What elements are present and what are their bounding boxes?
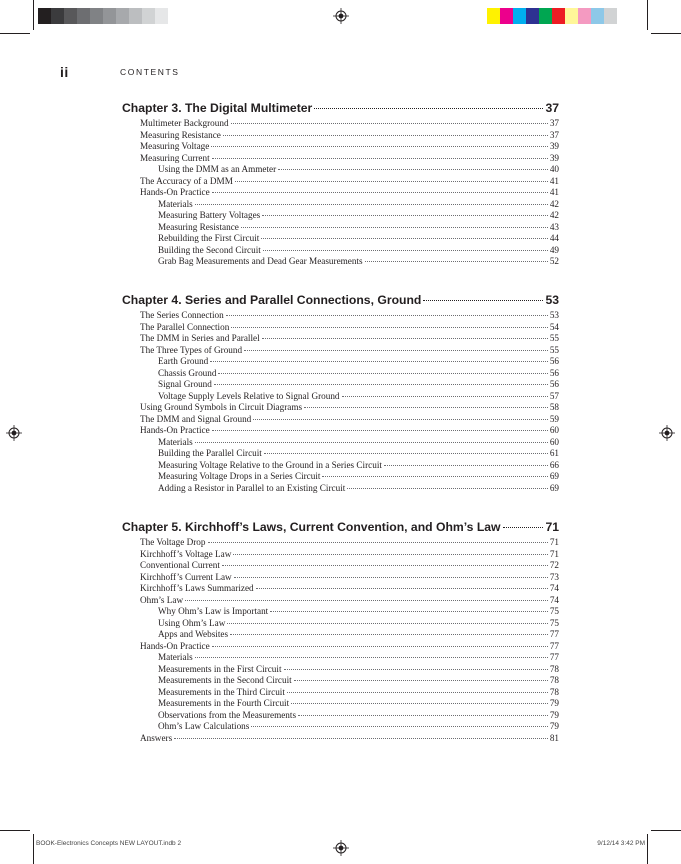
- slug-timestamp: 9/12/14 3:42 PM: [597, 840, 645, 847]
- toc-entry-title: Materials: [158, 652, 193, 662]
- toc-page-number: 71: [545, 520, 559, 534]
- toc-page-number: 43: [549, 221, 559, 232]
- toc-entry-title: Why Ohm’s Law is Important: [158, 606, 269, 616]
- toc-entry-title: Adding a Resistor in Parallel to an Existing Circuit: [158, 482, 346, 493]
- toc-entry: [122, 652, 559, 664]
- grayscale-color-bar: [38, 8, 168, 24]
- toc-entry: [122, 199, 559, 211]
- toc-page-number: 75: [549, 617, 559, 628]
- dot-leader: [342, 396, 548, 397]
- toc-page-number: 59: [549, 413, 559, 424]
- toc-entry: [122, 322, 559, 334]
- toc-entry: [122, 606, 559, 618]
- toc-page-number: 78: [549, 675, 559, 685]
- toc-entry-title: Chapter 3. The Digital Multimeter: [122, 101, 313, 115]
- dot-leader: [278, 169, 548, 170]
- toc-page-number: 55: [549, 333, 559, 343]
- toc-entry: [122, 698, 559, 710]
- toc-page-number: 53: [545, 293, 559, 307]
- registration-mark-icon: [333, 8, 349, 24]
- toc-entry-title: Measuring Voltage Relative to the Ground in a Series Circuit: [158, 459, 382, 470]
- toc-entry-title: Observations from the Measurements: [158, 709, 297, 720]
- toc-entry: [122, 687, 559, 699]
- color-swatch: [64, 8, 77, 24]
- dot-leader: [291, 703, 548, 704]
- dot-leader: [365, 261, 548, 262]
- dot-leader: [314, 108, 543, 109]
- toc-entry: [122, 233, 559, 245]
- toc-entry-title: Measuring Resistance: [140, 129, 221, 140]
- toc-entry-title: Kirchhoff’s Current Law: [140, 571, 232, 582]
- toc-entry-title: The Accuracy of a DMM: [140, 175, 233, 186]
- dot-leader: [231, 123, 548, 124]
- toc-entry-title: Hands-On Practice: [140, 425, 210, 435]
- dot-leader: [304, 407, 548, 408]
- dot-leader: [231, 327, 548, 328]
- toc-page-number: 37: [549, 129, 559, 140]
- toc-page-number: 74: [549, 594, 559, 605]
- toc-entry: [122, 245, 559, 257]
- chapter-heading: [122, 101, 559, 116]
- toc-entry: [122, 572, 559, 584]
- toc-page-number: 71: [549, 548, 559, 559]
- toc-entry-title: Materials: [158, 198, 193, 209]
- toc-page-number: 61: [549, 448, 559, 458]
- dot-leader: [263, 250, 548, 251]
- toc-entry-title: The DMM in Series and Parallel: [140, 333, 260, 343]
- toc-page-number: 39: [549, 152, 559, 163]
- dot-leader: [294, 680, 548, 681]
- dot-leader: [347, 488, 548, 489]
- toc-entry: [122, 222, 559, 234]
- toc-entry-title: Hands-On Practice: [140, 640, 210, 651]
- toc-entry-title: Measurements in the First Circuit: [158, 663, 282, 674]
- dot-leader: [185, 600, 548, 601]
- toc-entry-title: The Voltage Drop: [140, 537, 206, 547]
- color-swatch: [591, 8, 604, 24]
- toc-section-chapter-5: [122, 520, 559, 744]
- toc-entry-title: Answers: [140, 732, 173, 743]
- toc-page-number: 56: [549, 379, 559, 389]
- slug-file-name: BOOK-Electronics Concepts NEW LAYOUT.indb 2: [36, 840, 182, 847]
- dot-leader: [233, 554, 547, 555]
- color-swatch: [513, 8, 526, 24]
- toc-entry-title: Chapter 5. Kirchhoff’s Laws, Current Convention, and Ohm’s Law: [122, 520, 501, 534]
- dot-leader: [253, 419, 548, 420]
- color-swatch: [90, 8, 103, 24]
- toc-entry: [122, 721, 559, 733]
- toc-section-chapter-4: [122, 293, 559, 494]
- toc-entry: [122, 549, 559, 561]
- toc-page-number: 81: [549, 732, 559, 743]
- toc-page-number: 57: [549, 390, 559, 401]
- toc-entry-title: Ohm’s Law: [140, 594, 184, 605]
- toc-entry-title: Measurements in the Second Circuit: [158, 675, 292, 685]
- toc-page-number: 69: [549, 482, 559, 493]
- registration-mark-icon: [333, 840, 349, 856]
- dot-leader: [212, 430, 548, 431]
- toc-entry: [122, 675, 559, 687]
- dot-leader: [218, 373, 547, 374]
- toc-entry-title: The Series Connection: [140, 310, 224, 320]
- dot-leader: [230, 634, 548, 635]
- toc-entry: [122, 153, 559, 165]
- toc-page-number: 77: [549, 652, 559, 662]
- toc-page-number: 77: [549, 629, 559, 639]
- dot-leader: [270, 611, 548, 612]
- dot-leader: [251, 726, 547, 727]
- color-swatch: [38, 8, 51, 24]
- toc-page-number: 42: [549, 210, 559, 220]
- toc-page-number: 58: [549, 402, 559, 412]
- page-number: ii: [60, 64, 69, 80]
- dot-leader: [212, 158, 548, 159]
- toc-entry-title: Kirchhoff’s Laws Summarized: [140, 583, 254, 593]
- dot-leader: [234, 577, 548, 578]
- registration-mark-icon: [6, 425, 22, 441]
- toc-entry-title: Hands-On Practice: [140, 187, 210, 197]
- toc-page-number: 41: [549, 175, 559, 186]
- toc-entry-title: Ohm’s Law Calculations: [158, 721, 250, 731]
- dot-leader: [212, 646, 548, 647]
- toc-entry: [122, 210, 559, 222]
- toc-entry: [122, 368, 559, 380]
- color-swatch: [129, 8, 142, 24]
- dot-leader: [287, 692, 548, 693]
- dot-leader: [208, 542, 548, 543]
- toc-entry: [122, 402, 559, 414]
- toc-entry: [122, 356, 559, 368]
- toc-page-number: 66: [549, 459, 559, 470]
- cmyk-color-bar: [487, 8, 617, 24]
- toc-entry-title: Chassis Ground: [158, 367, 217, 378]
- toc-page-number: 37: [549, 118, 559, 128]
- toc-section-chapter-3: [122, 101, 559, 268]
- toc-page-number: 53: [549, 310, 559, 320]
- color-swatch: [103, 8, 116, 24]
- toc-entry-title: Using Ground Symbols in Circuit Diagrams: [140, 402, 303, 412]
- dot-leader: [222, 565, 548, 566]
- toc-entry-title: Signal Ground: [158, 379, 212, 389]
- dot-leader: [235, 181, 548, 182]
- toc-entry-title: The Three Types of Ground: [140, 344, 243, 355]
- dot-leader: [174, 738, 548, 739]
- toc-entry-title: Measurements in the Third Circuit: [158, 686, 285, 697]
- toc-entry-title: The Parallel Connection: [140, 321, 230, 332]
- toc-entry-title: Using the DMM as an Ammeter: [158, 164, 277, 174]
- toc-page-number: 52: [549, 256, 559, 266]
- toc-entry-title: Voltage Supply Levels Relative to Signal Ground: [158, 390, 340, 401]
- toc-entry-title: The DMM and Signal Ground: [140, 413, 252, 424]
- toc-entry: [122, 345, 559, 357]
- toc-entry: [122, 414, 559, 426]
- toc-page-number: 69: [549, 471, 559, 481]
- toc-page-number: 55: [549, 344, 559, 355]
- toc-entry: [122, 537, 559, 549]
- dot-leader: [211, 146, 547, 147]
- dot-leader: [298, 715, 548, 716]
- toc-entry-title: Measuring Battery Voltages: [158, 210, 261, 220]
- toc-page-number: 60: [549, 425, 559, 435]
- toc-entry-title: Materials: [158, 436, 193, 447]
- toc-page-number: 79: [549, 698, 559, 708]
- toc-entry: [122, 460, 559, 472]
- color-swatch: [604, 8, 617, 24]
- dot-leader: [223, 135, 548, 136]
- toc-page-number: 79: [549, 709, 559, 720]
- running-head: CONTENTS: [120, 67, 180, 77]
- toc-page-number: 79: [549, 721, 559, 731]
- dot-leader: [256, 588, 548, 589]
- chapter-heading: [122, 293, 559, 308]
- toc-entry: [122, 437, 559, 449]
- color-swatch: [487, 8, 500, 24]
- dot-leader: [264, 453, 548, 454]
- toc-entry: [122, 391, 559, 403]
- dot-leader: [214, 384, 548, 385]
- toc-page-number: 56: [549, 367, 559, 378]
- toc-entry-title: Multimeter Background: [140, 118, 229, 128]
- dot-leader: [241, 227, 548, 228]
- dot-leader: [262, 338, 548, 339]
- toc-entry: [122, 176, 559, 188]
- dot-leader: [195, 204, 548, 205]
- dot-leader: [195, 442, 548, 443]
- crop-mark-bottom-left-v: [33, 834, 34, 864]
- toc-entry: [122, 664, 559, 676]
- toc-entry-title: Measurements in the Fourth Circuit: [158, 698, 290, 708]
- dot-leader: [212, 192, 548, 193]
- toc-page-number: 60: [549, 436, 559, 447]
- toc-entry-title: Building the Parallel Circuit: [158, 448, 262, 458]
- toc-entry: [122, 333, 559, 345]
- toc-entry: [122, 141, 559, 153]
- color-swatch: [526, 8, 539, 24]
- crop-mark-top-right-v: [647, 0, 648, 30]
- toc-entry: [122, 256, 559, 268]
- color-swatch: [142, 8, 155, 24]
- dot-leader: [262, 215, 548, 216]
- dot-leader: [322, 476, 547, 477]
- toc-page-number: 44: [549, 233, 559, 243]
- toc-entry-title: Rebuilding the First Circuit: [158, 233, 260, 243]
- color-swatch: [578, 8, 591, 24]
- toc-entry: [122, 629, 559, 641]
- toc-entry: [122, 118, 559, 130]
- toc-entry: [122, 471, 559, 483]
- toc-page-number: 40: [549, 164, 559, 174]
- toc-entry-title: Measuring Voltage: [140, 141, 210, 151]
- toc-entry: [122, 733, 559, 745]
- color-swatch: [539, 8, 552, 24]
- toc-page-number: 37: [545, 101, 559, 115]
- color-swatch: [565, 8, 578, 24]
- toc-entry-title: Using Ohm’s Law: [158, 617, 226, 628]
- dot-leader: [423, 300, 543, 301]
- color-swatch: [500, 8, 513, 24]
- dot-leader: [503, 527, 544, 528]
- crop-mark-bottom-right-h: [651, 830, 681, 831]
- toc-entry: [122, 483, 559, 495]
- toc-page-number: 71: [549, 537, 559, 547]
- toc-page-number: 78: [549, 663, 559, 674]
- color-swatch: [51, 8, 64, 24]
- toc-entry: [122, 379, 559, 391]
- dot-leader: [244, 350, 548, 351]
- toc-entry-title: Measuring Voltage Drops in a Series Circuit: [158, 471, 321, 481]
- toc-page-number: 54: [549, 321, 559, 332]
- toc-page-number: 49: [549, 244, 559, 255]
- color-swatch: [155, 8, 168, 24]
- toc-page-number: 39: [549, 141, 559, 151]
- chapter-heading: [122, 520, 559, 535]
- dot-leader: [226, 315, 548, 316]
- toc-entry: [122, 187, 559, 199]
- crop-mark-top-left-v: [33, 0, 34, 30]
- color-swatch: [77, 8, 90, 24]
- toc-entry-title: Measuring Current: [140, 152, 210, 163]
- toc-entry: [122, 641, 559, 653]
- color-swatch: [552, 8, 565, 24]
- toc-page-number: 77: [549, 640, 559, 651]
- toc-entry-title: Earth Ground: [158, 356, 209, 366]
- toc-page-number: 41: [549, 187, 559, 197]
- toc-entry-title: Conventional Current: [140, 560, 220, 570]
- toc-page-number: 75: [549, 606, 559, 616]
- toc-page-number: 78: [549, 686, 559, 697]
- toc-entry-title: Measuring Resistance: [158, 221, 239, 232]
- dot-leader: [284, 669, 548, 670]
- toc-entry: [122, 583, 559, 595]
- toc-page-number: 73: [549, 571, 559, 582]
- crop-mark-top-left-h: [0, 33, 30, 34]
- toc-entry: [122, 425, 559, 437]
- dot-leader: [227, 623, 547, 624]
- toc-entry: [122, 130, 559, 142]
- toc-entry: [122, 164, 559, 176]
- dot-leader: [261, 238, 547, 239]
- crop-mark-top-right-h: [651, 33, 681, 34]
- toc-entry-title: Kirchhoff’s Voltage Law: [140, 548, 232, 559]
- dot-leader: [195, 657, 548, 658]
- toc-entry-title: Grab Bag Measurements and Dead Gear Measurements: [158, 256, 363, 266]
- toc-entry-title: Chapter 4. Series and Parallel Connections, Ground: [122, 293, 422, 307]
- toc-entry: [122, 560, 559, 572]
- color-swatch: [116, 8, 129, 24]
- toc-entry: [122, 618, 559, 630]
- toc-entry: [122, 710, 559, 722]
- toc-entry: [122, 448, 559, 460]
- dot-leader: [210, 361, 548, 362]
- toc-page-number: 72: [549, 560, 559, 570]
- toc-entry-title: Apps and Websites: [158, 629, 229, 639]
- toc-entry-title: Building the Second Circuit: [158, 244, 261, 255]
- toc-page-number: 56: [549, 356, 559, 366]
- toc-page-number: 42: [549, 198, 559, 209]
- registration-mark-icon: [659, 425, 675, 441]
- toc-entry: [122, 310, 559, 322]
- toc-page-number: 74: [549, 583, 559, 593]
- crop-mark-bottom-left-h: [0, 830, 30, 831]
- toc-entry: [122, 595, 559, 607]
- dot-leader: [384, 465, 548, 466]
- crop-mark-bottom-right-v: [647, 834, 648, 864]
